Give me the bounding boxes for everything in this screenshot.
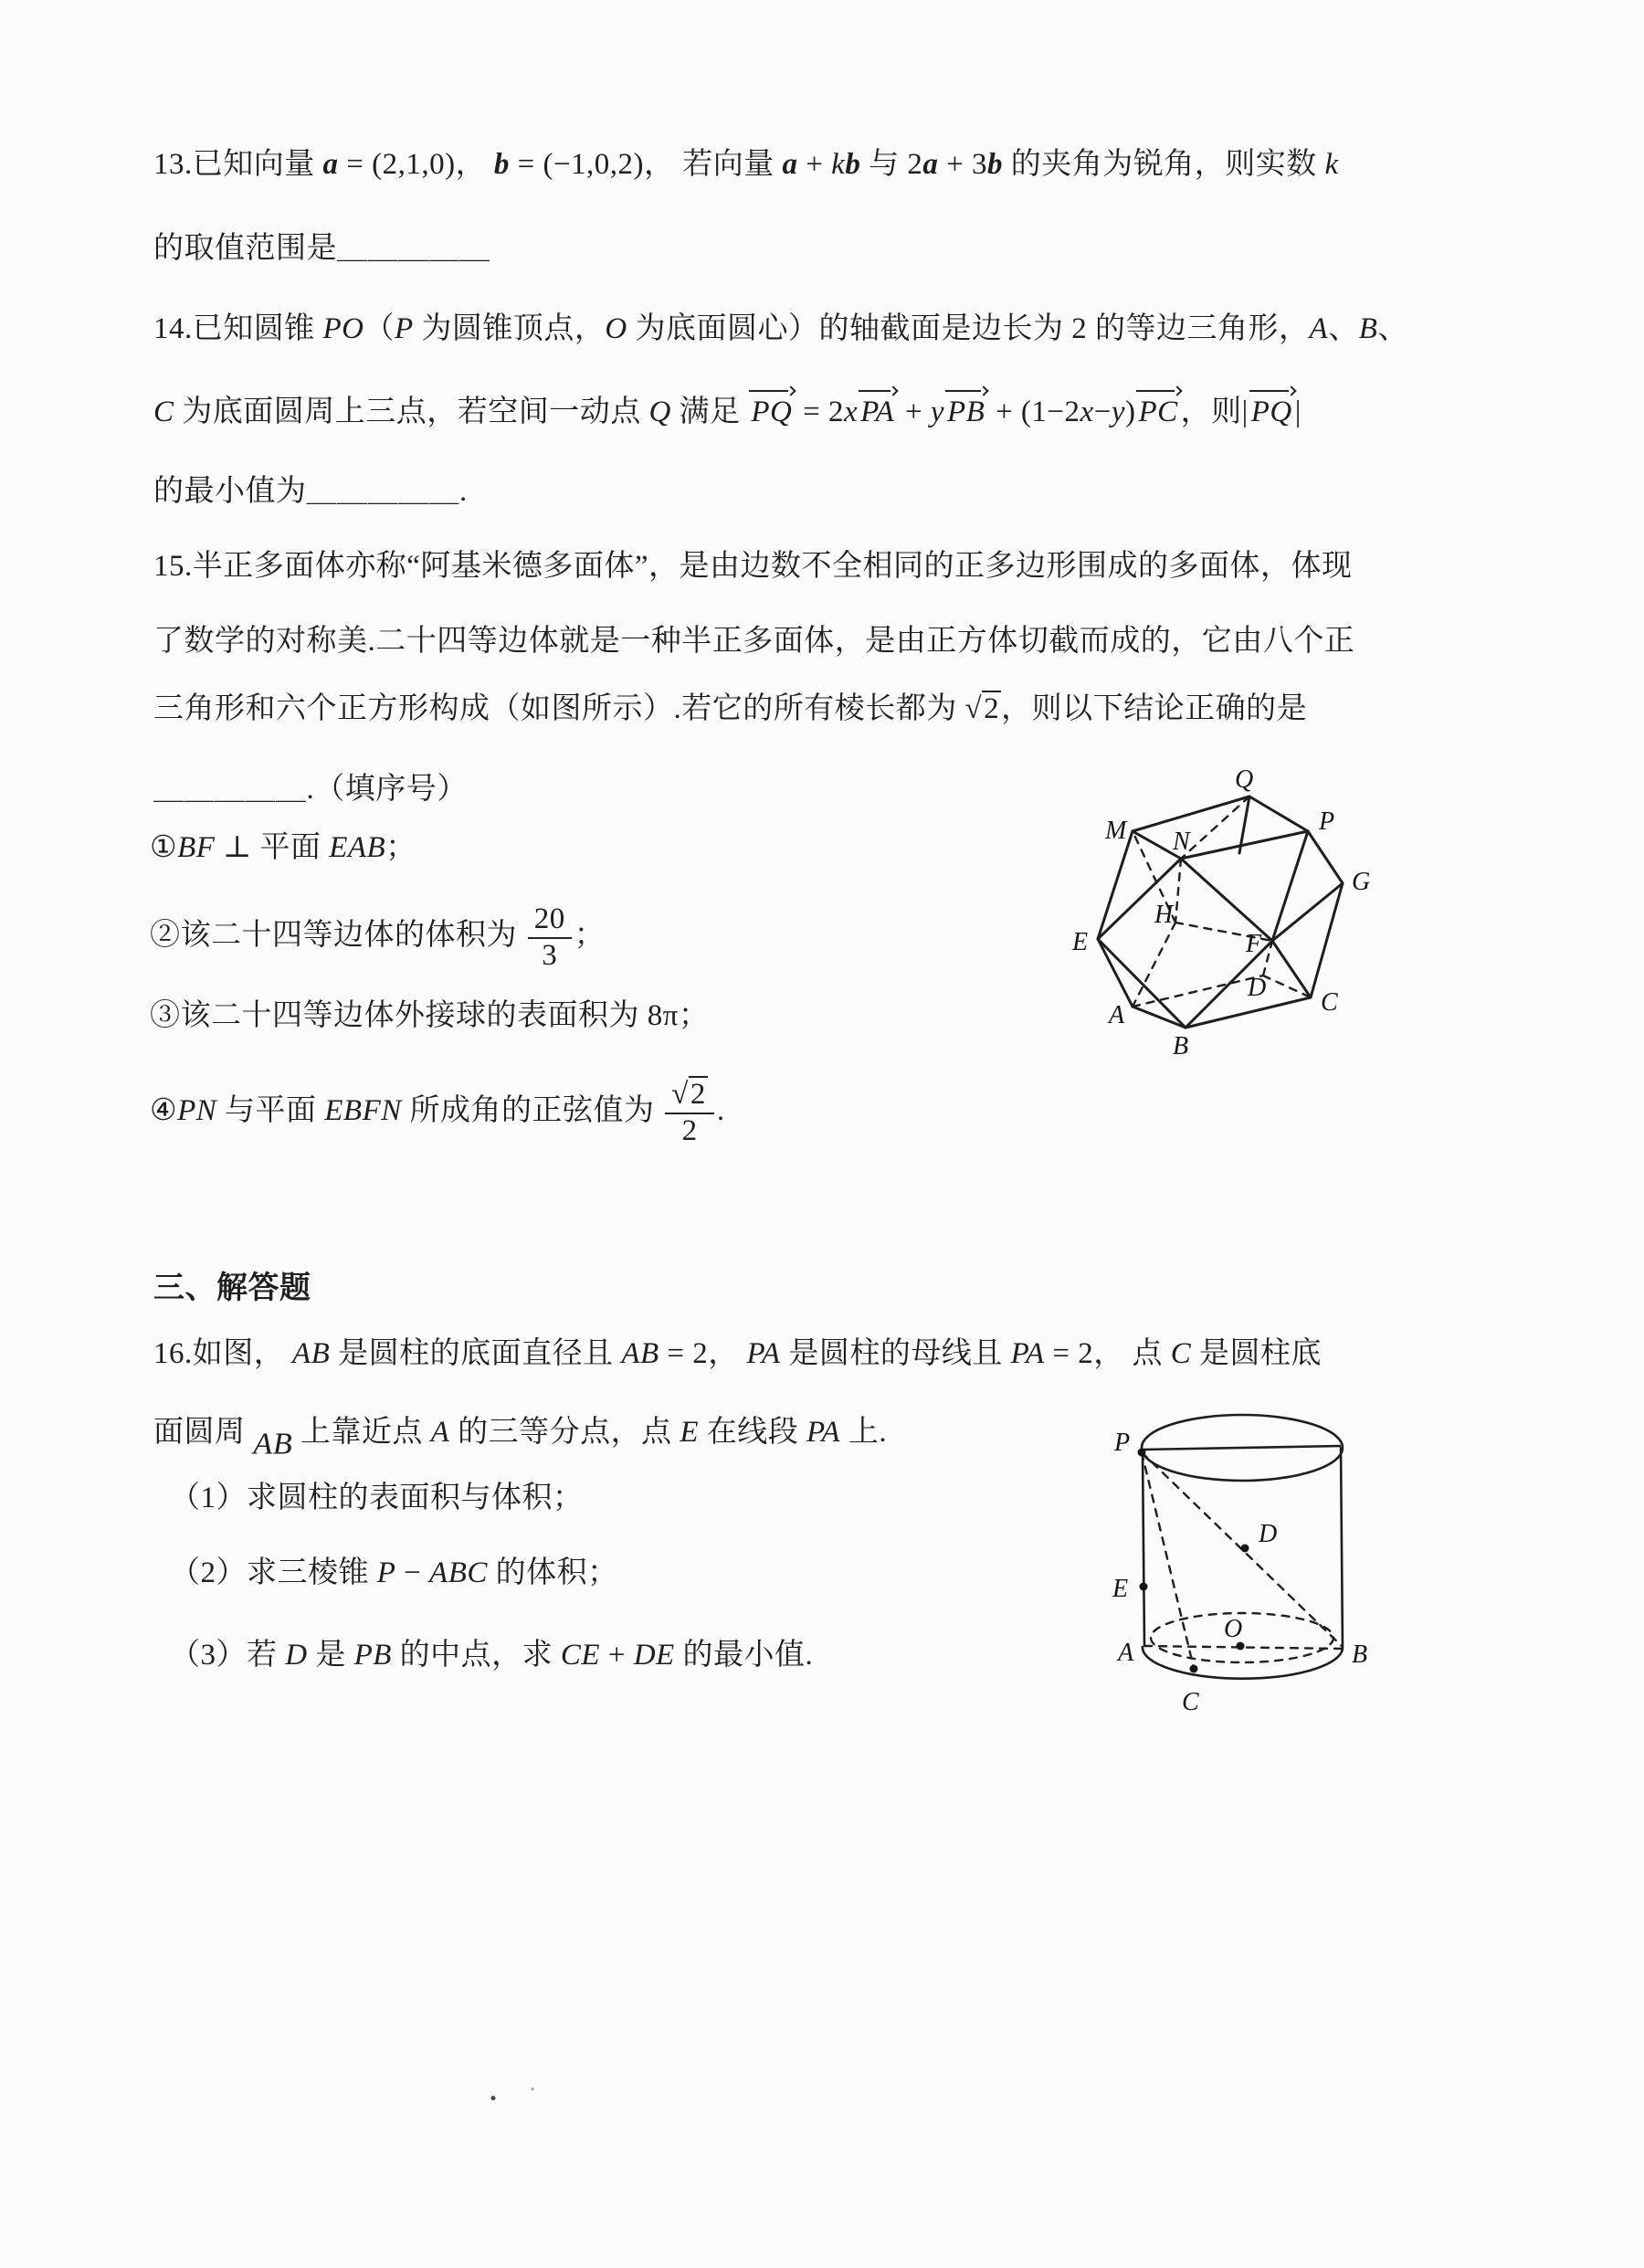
vertex-label-A: A (1109, 1001, 1125, 1029)
cylinder-figure (1112, 1415, 1367, 1716)
question-15-line-3: 三角形和六个正方形构成（如图所示）.若它的所有棱长都为 √ 2，则以下结论正确的是 (153, 691, 1307, 728)
question-13-line-2-answer-blank: 的取值范围是＿＿＿＿＿ (153, 232, 490, 265)
question-14-line-2: C 为底面圆周上三点，若空间一动点 Q 满足 PQ = 2xPA + yPB + (1−2x−y)PC，则|PQ| (153, 387, 1302, 431)
question-15-option-4: ④PN 与平面 EBFN 所成角的正弦值为 √ $\frac{2}{2}$ . (150, 1078, 725, 1148)
question-13-line-1: 13.已知向量 a = (2,1,0)， b = (−1,0,2)， 若向量 a + kb 与 2a + 3b 的夹角为锐角，则实数 k (153, 148, 1339, 181)
question-16-line-1: 16.如图， AB 是圆柱的底面直径且 AB = 2， PA 是圆柱的母线且 PA = 2， 点 C 是圆柱底 (153, 1337, 1323, 1370)
vertex-label-B: B (1352, 1640, 1368, 1669)
vertex-label-A: A (1118, 1639, 1134, 1667)
question-14-line-3-answer-blank: 的最小值为＿＿＿＿＿. (153, 475, 468, 508)
question-15-option-3: ③该二十四等边体外接球的表面积为 8π； (150, 999, 710, 1032)
vertex-label-N: N (1173, 828, 1190, 856)
question-16-line-2: 面圆周 AB 上靠近点 A 的三等分点，点 E 在线段 PA 上. (153, 1416, 888, 1461)
vertex-label-F: F (1246, 930, 1262, 958)
question-15-line-2: 了数学的对称美.二十四等边体就是一种半正多面体，是由正方体切截而成的，它由八个正 (153, 625, 1355, 658)
vertex-label-E: E (1072, 928, 1089, 956)
scan-specks (491, 2088, 534, 2101)
question-14-line-1: 14.已知圆锥 PO（P 为圆锥顶点，O 为底面圆心）的轴截面是边长为 2 的等边三角形，A、B、 (153, 312, 1408, 345)
question-15-option-2: ②该二十四等边体的体积为 $\frac{20}{3}$ ； (150, 902, 606, 972)
vertex-label-H: H (1154, 901, 1174, 929)
vertex-label-D: D (1259, 1520, 1278, 1548)
vertex-label-P: P (1319, 807, 1335, 836)
vertex-label-M: M (1105, 817, 1127, 845)
vertex-label-O: O (1224, 1615, 1243, 1643)
vertex-label-B: B (1173, 1032, 1189, 1060)
vertex-label-Q: Q (1235, 765, 1254, 794)
vertex-label-P: P (1114, 1429, 1131, 1457)
polyhedron-solid-edges (1098, 796, 1343, 1028)
question-15-option-1: ①BF ⊥ 平面 EAB； (150, 831, 416, 864)
question-16-part-2: （2）求三棱锥 P − ABC 的体积； (170, 1556, 618, 1589)
question-15-line-1: 15.半正多面体亦称“阿基米德多面体”，是由边数不全相同的正多边形围成的多面体，体现 (153, 550, 1353, 583)
question-16-part-1: （1）求圆柱的表面积与体积； (170, 1482, 584, 1514)
section-3-heading: 三、解答题 (153, 1271, 311, 1305)
polyhedron-figure (1071, 765, 1370, 1060)
vertex-label-G: G (1352, 868, 1371, 896)
question-16-part-3: （3）若 D 是 PB 的中点，求 CE + DE 的最小值. (170, 1639, 814, 1672)
question-15-line-4-answer-blank: ＿＿＿＿＿.（填序号） (153, 773, 468, 806)
vertex-label-C: C (1182, 1688, 1199, 1716)
vertex-label-C: C (1321, 988, 1338, 1017)
vertex-label-D: D (1248, 974, 1267, 1002)
vertex-label-E: E (1112, 1575, 1129, 1603)
